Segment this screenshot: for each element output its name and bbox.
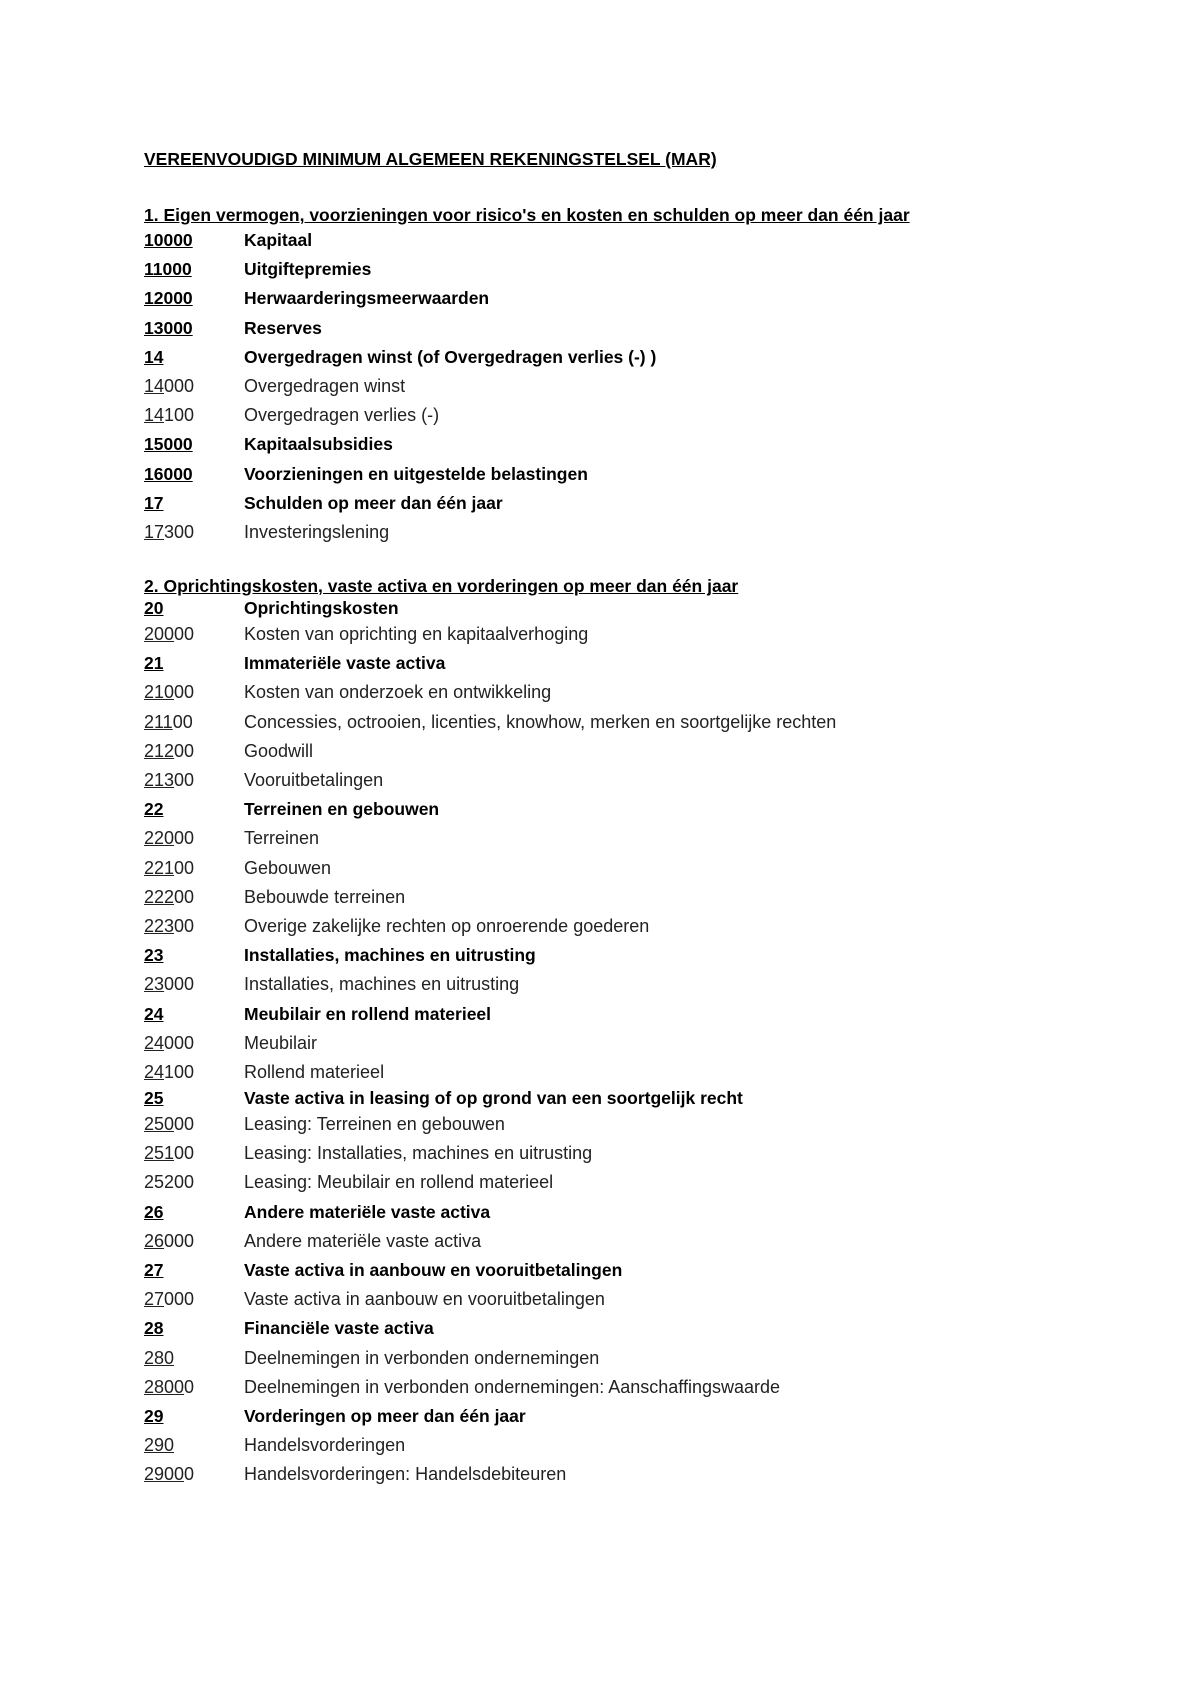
account-label: Leasing: Terreinen en gebouwen	[244, 1114, 505, 1135]
account-code-underlined: 27	[144, 1260, 164, 1280]
account-code-underlined: 11000	[144, 259, 192, 280]
account-code-underlined: 16000	[144, 463, 193, 484]
account-code-underlined: 24	[144, 1003, 164, 1024]
account-code	[144, 708, 244, 737]
account-label: Leasing: Meubilair en rollend materieel	[244, 1172, 554, 1193]
account-row	[144, 708, 1084, 737]
account-label: Vaste activa in leasing of op grond van een soortgelijk recht	[244, 1088, 743, 1109]
account-code-suffix: 0	[184, 1464, 195, 1485]
account-code-suffix: 00	[172, 711, 193, 732]
account-code-underlined: 14	[144, 405, 165, 426]
account-code-underlined: 14	[144, 346, 164, 367]
account-code-underlined: 211	[144, 711, 173, 732]
account-label: Deelnemingen in verbonden ondernemingen: Aanschaffingswaarde	[244, 1376, 781, 1397]
account-code	[144, 460, 244, 489]
account-row	[144, 1285, 1084, 1314]
account-group-row	[144, 314, 1084, 343]
account-label: Oprichtingskosten	[244, 598, 399, 619]
account-row	[144, 401, 1084, 430]
account-row	[144, 1227, 1084, 1256]
account-code	[144, 226, 244, 255]
account-code-underlined: 28	[144, 1318, 164, 1339]
account-code-suffix: 000	[164, 1032, 195, 1053]
account-code	[144, 941, 244, 970]
account-row	[144, 766, 1084, 795]
account-code-suffix: 00	[174, 1114, 195, 1135]
account-code-underlined: 2800	[144, 1376, 185, 1397]
account-row	[144, 1431, 1084, 1460]
account-code-underlined: 24	[144, 1032, 165, 1053]
section-heading: 1. Eigen vermogen, voorzieningen voor risico's en kosten en schulden op meer dan één jaar	[144, 205, 910, 225]
account-code	[144, 518, 244, 547]
account-code	[144, 1198, 244, 1227]
account-code	[144, 1373, 244, 1402]
account-code-underlined: 250	[144, 1114, 175, 1135]
account-label: Terreinen	[244, 828, 320, 849]
document-page	[144, 148, 1084, 1490]
account-code-underlined: 24	[144, 1061, 165, 1082]
account-code	[144, 1227, 244, 1256]
document-title: VEREENVOUDIGD MINIMUM ALGEMEEN REKENINGSTELSEL (MAR)	[144, 149, 717, 169]
account-code-underlined: 15000	[144, 434, 193, 455]
account-group-row	[144, 255, 1084, 284]
account-row	[144, 1029, 1084, 1058]
account-code-underlined: 14	[144, 375, 165, 396]
account-label: Concessies, octrooien, licenties, knowhow, merken en soortgelijke rechten	[244, 711, 837, 732]
account-label: Gebouwen	[244, 857, 332, 878]
account-label: Overige zakelijke rechten op onroerende goederen	[244, 915, 650, 936]
account-row	[144, 518, 1084, 547]
account-code-suffix: 00	[174, 1143, 195, 1164]
account-code-underlined: 251	[144, 1143, 175, 1164]
account-row	[144, 737, 1084, 766]
account-code-underlined: 213	[144, 770, 175, 790]
account-group-row	[144, 941, 1084, 970]
account-group-row	[144, 1087, 1084, 1110]
account-label: Overgedragen winst (of Overgedragen verlies (-) )	[244, 346, 657, 367]
account-group-row	[144, 1198, 1084, 1227]
account-label: Handelsvorderingen	[244, 1435, 406, 1456]
account-code-suffix: 100	[164, 405, 195, 426]
account-group-row	[144, 343, 1084, 372]
account-label: Immateriële vaste activa	[244, 653, 446, 674]
account-code-suffix: 0	[184, 1376, 195, 1397]
account-code	[144, 255, 244, 284]
account-code	[144, 372, 244, 401]
account-code-underlined: 200	[144, 624, 175, 645]
account-label: Bebouwde terreinen	[244, 886, 406, 907]
account-code	[144, 824, 244, 853]
account-code-underlined: 26	[144, 1230, 165, 1251]
account-code-underlined: 210	[144, 682, 175, 703]
account-label: Overgedragen verlies (-)	[244, 405, 440, 426]
account-code	[144, 620, 244, 649]
account-code-underlined: 221	[144, 857, 175, 878]
account-row	[144, 1168, 1084, 1197]
account-code	[144, 401, 244, 430]
account-group-row	[144, 1000, 1084, 1029]
account-code-underlined: 29	[144, 1405, 164, 1426]
account-code-underlined: 222	[144, 886, 175, 907]
account-label: Uitgiftepremies	[244, 259, 372, 280]
account-code-underlined: 220	[144, 828, 175, 849]
account-code	[144, 1460, 244, 1489]
section-heading: 2. Oprichtingskosten, vaste activa en vorderingen op meer dan één jaar	[144, 576, 739, 597]
account-code	[144, 766, 244, 795]
account-label: Meubilair	[244, 1032, 318, 1053]
account-code-suffix: 300	[164, 521, 195, 542]
account-code-underlined: 223	[144, 915, 175, 936]
account-code-suffix: 00	[174, 740, 195, 761]
account-label: Financiële vaste activa	[244, 1318, 434, 1339]
account-code-underlined: 21	[144, 653, 164, 674]
account-code	[144, 284, 244, 313]
account-code-underlined: 25	[144, 1088, 164, 1109]
account-code	[144, 854, 244, 883]
account-label: Investeringslening	[244, 521, 390, 542]
account-label: Kapitaalsubsidies	[244, 434, 393, 455]
account-code-suffix: 00	[174, 886, 195, 907]
account-label: Terreinen en gebouwen	[244, 799, 440, 820]
account-code	[144, 737, 244, 766]
account-label: Goodwill	[244, 740, 314, 761]
account-row	[144, 970, 1084, 999]
account-code-suffix: 00	[174, 857, 195, 878]
account-row	[144, 620, 1084, 649]
account-group-row	[144, 1402, 1084, 1431]
account-label: Vooruitbetalingen	[244, 770, 384, 790]
account-label: Vaste activa in aanbouw en vooruitbetalingen	[244, 1289, 605, 1310]
account-code-underlined: 290	[144, 1435, 175, 1456]
account-row	[144, 854, 1084, 883]
account-row	[144, 1344, 1084, 1373]
account-label: Deelnemingen in verbonden ondernemingen	[244, 1347, 600, 1368]
account-code-underlined: 20	[144, 598, 164, 619]
account-code	[144, 1168, 244, 1197]
account-row	[144, 372, 1084, 401]
account-code	[144, 883, 244, 912]
account-row	[144, 1373, 1084, 1402]
account-group-row	[144, 597, 1084, 620]
account-code-underlined: 17	[144, 492, 164, 513]
account-code-underlined: 23	[144, 974, 165, 995]
account-section	[144, 575, 1084, 1489]
account-code-underlined: 2900	[144, 1464, 185, 1485]
account-code	[144, 1402, 244, 1431]
account-group-row	[144, 489, 1084, 518]
account-row	[144, 883, 1084, 912]
account-code	[144, 1139, 244, 1168]
account-code	[144, 314, 244, 343]
account-code-underlined: 280	[144, 1347, 175, 1368]
account-code	[144, 1285, 244, 1314]
sections-container	[144, 204, 1084, 1490]
account-row	[144, 1058, 1084, 1087]
account-row	[144, 912, 1084, 941]
account-code-underlined: 10000	[144, 230, 193, 250]
account-code	[144, 597, 244, 620]
account-group-row	[144, 649, 1084, 678]
account-label: Handelsvorderingen: Handelsdebiteuren	[244, 1464, 567, 1485]
account-label: Herwaarderingsmeerwaarden	[244, 288, 490, 309]
account-row	[144, 1460, 1084, 1489]
account-label: Kosten van oprichting en kapitaalverhoging	[244, 624, 589, 645]
account-code	[144, 1058, 244, 1087]
account-code	[144, 343, 244, 372]
account-code	[144, 1000, 244, 1029]
account-code-suffix: 000	[164, 375, 195, 396]
account-code	[144, 970, 244, 999]
account-group-row	[144, 226, 1084, 255]
account-code-suffix: 25200	[144, 1172, 195, 1193]
account-row	[144, 824, 1084, 853]
account-label: Schulden op meer dan één jaar	[244, 492, 503, 513]
account-label: Rollend materieel	[244, 1061, 385, 1082]
account-code-underlined: 12000	[144, 288, 193, 309]
account-code-underlined: 26	[144, 1201, 164, 1222]
account-code	[144, 1431, 244, 1460]
account-code	[144, 912, 244, 941]
account-label: Overgedragen winst	[244, 375, 406, 396]
account-code	[144, 649, 244, 678]
account-code	[144, 1087, 244, 1110]
account-section	[144, 204, 1084, 547]
account-code-suffix: 00	[174, 682, 195, 703]
account-label: Andere materiële vaste activa	[244, 1201, 491, 1222]
account-code	[144, 430, 244, 459]
account-code-underlined: 17	[144, 521, 165, 542]
account-code	[144, 678, 244, 707]
account-code-underlined: 23	[144, 945, 164, 966]
account-label: Leasing: Installaties, machines en uitrusting	[244, 1143, 593, 1164]
account-code	[144, 1110, 244, 1139]
account-label: Andere materiële vaste activa	[244, 1230, 482, 1251]
account-code-underlined: 212	[144, 740, 175, 761]
account-code	[144, 795, 244, 824]
account-code	[144, 1314, 244, 1343]
account-group-row	[144, 1314, 1084, 1343]
account-label: Kapitaal	[244, 230, 313, 250]
account-code-suffix: 00	[174, 770, 195, 790]
account-code-suffix: 00	[174, 828, 195, 849]
account-label: Installaties, machines en uitrusting	[244, 974, 520, 995]
account-label: Vorderingen op meer dan één jaar	[244, 1405, 526, 1426]
account-code-underlined: 13000	[144, 317, 193, 338]
account-code	[144, 489, 244, 518]
account-label: Reserves	[244, 317, 322, 338]
account-code-underlined: 22	[144, 799, 164, 820]
account-label: Kosten van onderzoek en ontwikkeling	[244, 682, 552, 703]
account-row	[144, 1139, 1084, 1168]
account-row	[144, 1110, 1084, 1139]
account-code	[144, 1256, 244, 1285]
account-code-suffix: 100	[164, 1061, 195, 1082]
account-label: Vaste activa in aanbouw en vooruitbetalingen	[244, 1260, 623, 1280]
account-row	[144, 678, 1084, 707]
account-code-suffix: 00	[174, 624, 195, 645]
account-label: Meubilair en rollend materieel	[244, 1003, 492, 1024]
account-code-suffix: 000	[164, 974, 195, 995]
account-group-row	[144, 795, 1084, 824]
account-label: Installaties, machines en uitrusting	[244, 945, 536, 966]
account-group-row	[144, 1256, 1084, 1285]
account-code-suffix: 000	[164, 1289, 195, 1310]
account-code	[144, 1029, 244, 1058]
account-code-suffix: 000	[164, 1230, 195, 1251]
account-code	[144, 1344, 244, 1373]
account-group-row	[144, 460, 1084, 489]
account-label: Voorzieningen en uitgestelde belastingen	[244, 463, 588, 484]
account-code-underlined: 27	[144, 1289, 165, 1310]
account-group-row	[144, 284, 1084, 313]
account-group-row	[144, 430, 1084, 459]
account-code-suffix: 00	[174, 915, 195, 936]
